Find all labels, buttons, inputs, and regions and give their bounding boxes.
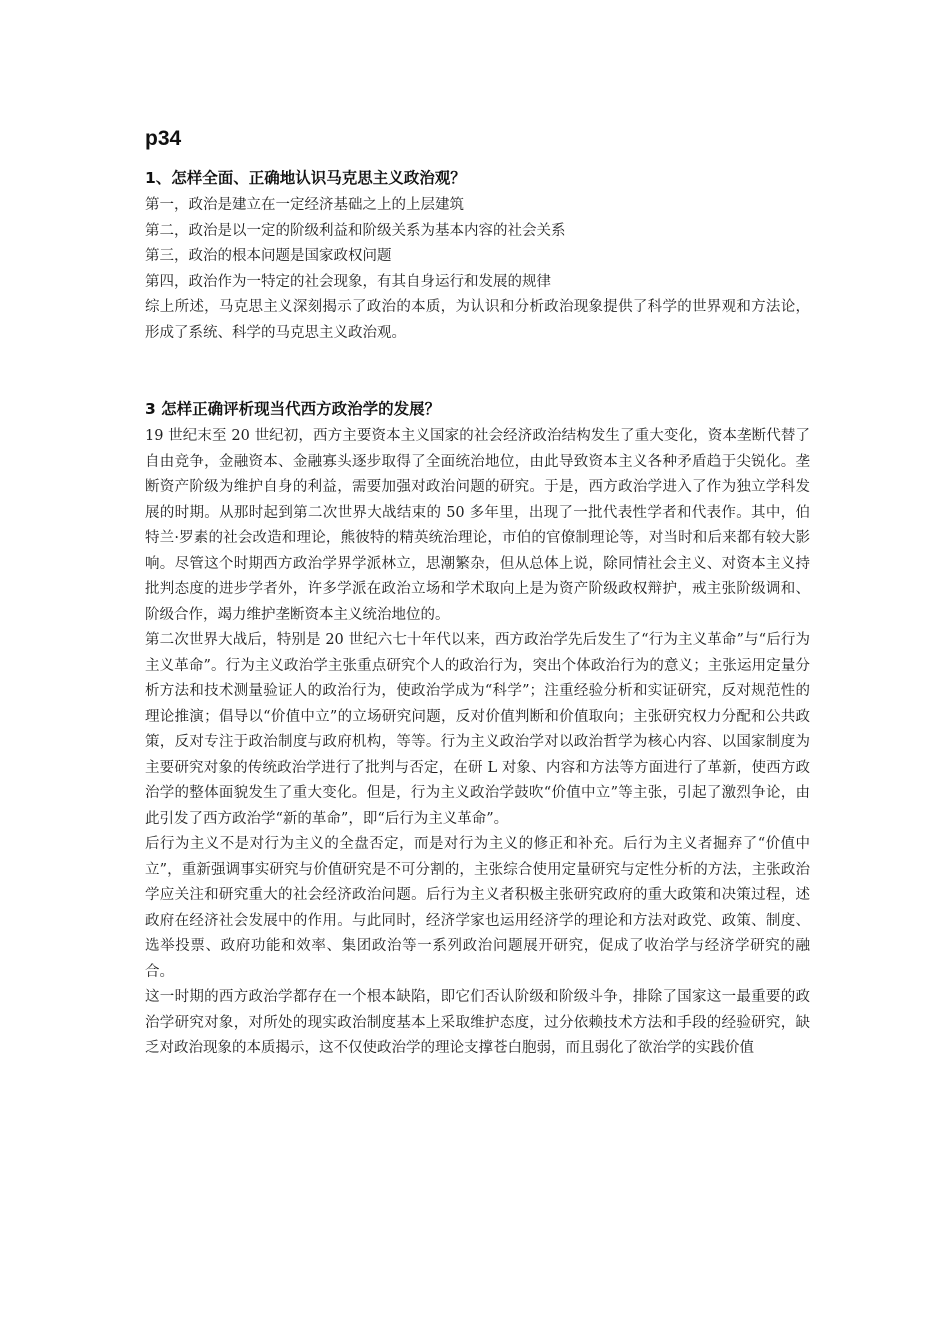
section-1-line-2: 第二，政治是以一定的阶级利益和阶级关系为基本内容的社会关系 — [145, 222, 566, 239]
section-1-summary: 综上所述，马克思主义深刻揭示了政治的本质，为认识和分析政治现象提供了科学的世界观和方法论，形成了系统、科学的马克思主义政治观。 — [145, 299, 810, 341]
section-3 — [145, 398, 810, 1062]
section-3-title: 3 怎样正确评析现当代西方政治学的发展？ — [145, 400, 441, 418]
section-spacer — [145, 346, 810, 398]
section-3-paragraph-1: 19 世纪末至 20 世纪初，西方主要资本主义国家的社会经济政治结构发生了重大变化，资本垄断代替了自由竞争，金融资本、金融寡头逐步取得了全面统治地位，由此导致资本主义各种矛盾趋于尖锐化。垄断资产阶级为维护自身的利益，需要加强对政治问题的研究。于是，西方政治学进入了作为独立学科发展的时期。从那时起到第二次世界大战结束的 50 多年里，出现了一批代表性学者和代表作。其中，伯特兰·罗素的社会改造和理论，熊彼特的精英统治理论，市伯的官僚制理论等，对当时和后来都有较大影响。尽管这个时期西方政治学界学派林立，思潮繁杂，但从总体上说，除同情社会主义、对资本主义持批判态度的进步学者外，许多学派在政治立场和学术取向上是为资产阶级政权辩护，戒主张阶级调和、阶级合作，竭力维护垄断资本主义统治地位的。 — [145, 428, 810, 623]
document-content — [145, 125, 810, 1062]
section-1-line-4: 第四，政治作为一特定的社会现象，有其自身运行和发展的规律 — [145, 273, 551, 290]
section-3-paragraph-3: 后行为主义不是对行为主义的全盘否定，而是对行为主义的修正和补充。后行为主义者掘弃了“价值中立”，重新强调事实研究与价值研究是不可分割的，主张综合使用定量研究与定性分析的方法，主张政治学应关注和研究重大的社会经济政治问题。后行为主义者积极主张研究政府的重大政策和决策过程，述政府在经济社会发展中的作用。与此同时，经济学家也运用经济学的理论和方法对政党、政策、制度、选举投票、政府功能和效率、集团政治等一系列政治问题展开研究，促成了收治学与经济学研究的融合。 — [145, 836, 810, 980]
section-3-paragraph-4: 这一时期的西方政治学都存在一个根本缺陷，即它们否认阶级和阶级斗争，排除了国家这一最重要的政治学研究对象，对所处的现实政治制度基本上采取维护态度，过分依赖技术方法和手段的经验研究，缺乏对政治现象的本质揭示，这不仅使政治学的理论支撑苍白胞弱，而且弱化了欲治学的实践价值 — [145, 989, 810, 1056]
section-1-line-3: 第三，政治的根本问题是国家政权问题 — [145, 248, 392, 264]
page-label: p34 — [145, 127, 182, 150]
section-1 — [145, 167, 810, 346]
section-1-title: 1、怎样全面、正确地认识马克思主义政治观？ — [145, 169, 466, 187]
section-1-line-1: 第一，政治是建立在一定经济基础之上的上层建筑 — [145, 197, 464, 213]
section-3-paragraph-2: 第二次世界大战后，特别是 20 世纪六七十年代以来，西方政治学先后发生了“行为主义革命”与“后行为主义革命”。行为主义政治学主张重点研究个人的政治行为，突出个体政治行为的意义；主张运用定量分析方法和技术测量验证人的政治行为，使政治学成为“科学”；注重经验分析和实证研究，反对规范性的理论推演；倡导以“价值中立”的立场研究问题，反对价值判断和价值取向；主张研究权力分配和公共政策，反对专注于政治制度与政府机构，等等。行为主义政治学对以政治哲学为核心内容、以国家制度为主要研究对象的传统政治学进行了批判与否定，在研 L 对象、内容和方法等方面进行了革新，使西方政治学的整体面貌发生了重大变化。但是，行为主义政治学鼓吹“价值中立”等主张，引起了激烈争论，由此引发了西方政治学“新的革命”，即“后行为主义革命”。 — [145, 632, 810, 827]
